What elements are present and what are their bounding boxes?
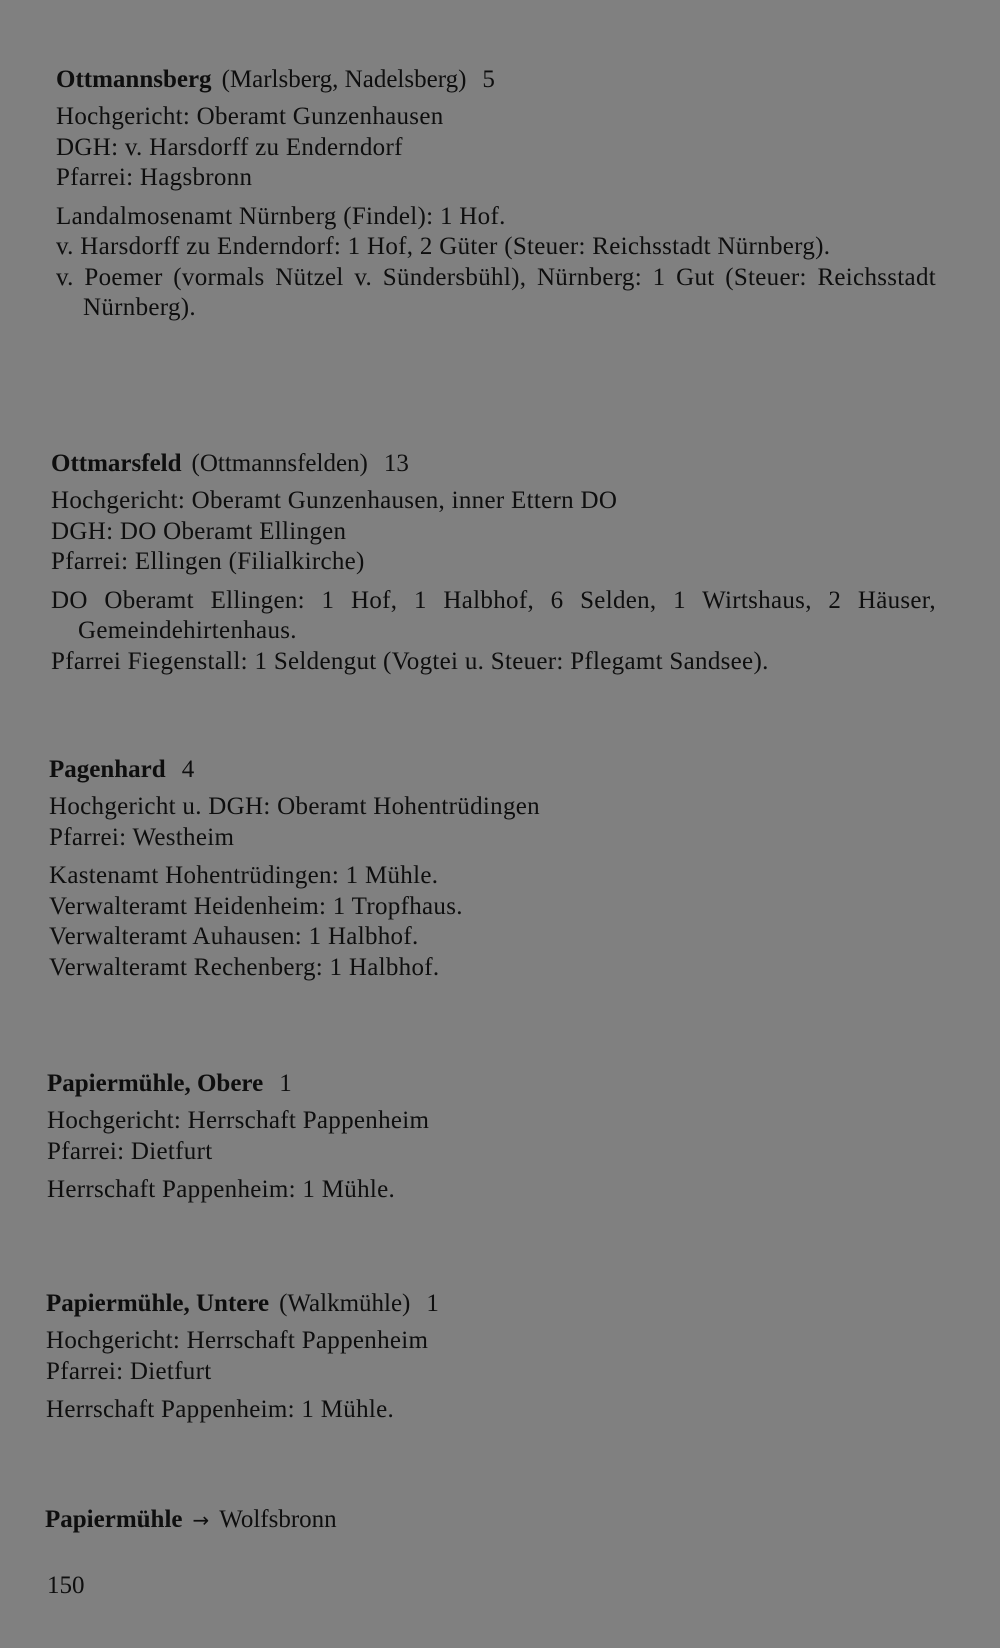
holding-item: v. Poemer (vormals Nützel v. Sündersbühl), Nürnberg: 1 Gut (Steuer: Reichsstadt Nürnberg).: [56, 263, 936, 321]
holding-item: v. Harsdorff zu Enderndorf: 1 Hof, 2 Güter (Steuer: Reichsstadt Nürnberg).: [56, 233, 831, 260]
entry-heading: [49, 752, 540, 788]
page-number: 150: [47, 1572, 85, 1599]
entry-name: Papiermühle, Untere: [46, 1290, 270, 1317]
entry-papiermuehle-obere: [47, 1066, 429, 1206]
entry-alternate-names: (Marlsberg, Nadelsberg): [221, 66, 467, 93]
entry-holdings: [51, 586, 936, 678]
holding-item: Pfarrei Fiegenstall: 1 Seldengut (Vogtei u. Steuer: Pflegamt Sandsee).: [51, 647, 769, 675]
entry-count: 13: [383, 450, 409, 477]
holding-item: Verwalteramt Heidenheim: 1 Tropfhaus.: [49, 892, 463, 920]
entry-heading: [47, 1066, 429, 1102]
entry-name: Ottmarsfeld: [51, 450, 182, 477]
entry-heading: [56, 62, 936, 98]
meta-line: Hochgericht: Oberamt Gunzenhausen, inner Ettern DO: [51, 487, 618, 514]
holding-item: Verwalteramt Rechenberg: 1 Halbhof.: [49, 953, 440, 981]
entry-count: 1: [426, 1290, 439, 1317]
entry-meta: [49, 792, 540, 853]
entry-ottmarsfeld: [51, 446, 936, 677]
entry-name: Papiermühle, Obere: [47, 1070, 264, 1097]
cross-reference-target: Wolfsbronn: [219, 1506, 337, 1533]
entry-name: Papiermühle: [45, 1506, 183, 1533]
entry-alternate-names: (Walkmühle): [279, 1290, 411, 1317]
meta-line: Hochgericht: Oberamt Gunzenhausen: [56, 103, 444, 130]
entry-heading: [51, 446, 936, 482]
entry-papiermuehle-untere: [46, 1286, 439, 1426]
meta-line: DGH: DO Oberamt Ellingen: [51, 517, 347, 545]
entry-name: Pagenhard: [49, 756, 166, 783]
entry-alternate-names: (Ottmannsfelden): [191, 450, 368, 477]
entry-count: 5: [482, 66, 495, 93]
meta-line: Pfarrei: Hagsbronn: [56, 164, 253, 191]
entry-meta: [47, 1106, 429, 1167]
holding-item: Verwalteramt Auhausen: 1 Halbhof.: [49, 923, 419, 950]
entry-ottmannsberg: [56, 62, 936, 324]
meta-line: Hochgericht: Herrschaft Pappenheim: [47, 1107, 430, 1134]
meta-line: Hochgericht: Herrschaft Pappenheim: [46, 1327, 429, 1354]
holding-item: Kastenamt Hohentrüdingen: 1 Mühle.: [49, 862, 439, 889]
entry-holdings: [56, 202, 936, 324]
meta-line: Pfarrei: Dietfurt: [47, 1137, 213, 1165]
entry-meta: [51, 486, 936, 578]
entry-holdings: [46, 1395, 439, 1426]
entry-heading: [45, 1502, 337, 1538]
right-arrow-icon: →: [192, 1508, 210, 1532]
entry-papiermuehle-crossref: [45, 1502, 337, 1542]
entry-heading: [46, 1286, 439, 1322]
holding-item: Herrschaft Pappenheim: 1 Mühle.: [47, 1176, 396, 1203]
meta-line: Hochgericht u. DGH: Oberamt Hohentrüdingen: [49, 793, 540, 820]
entry-holdings: [47, 1175, 429, 1206]
entry-meta: [46, 1326, 439, 1387]
holding-item: Herrschaft Pappenheim: 1 Mühle.: [46, 1396, 395, 1423]
entry-pagenhard: [49, 752, 540, 983]
entry-count: 4: [181, 756, 195, 783]
holding-item: DO Oberamt Ellingen: 1 Hof, 1 Halbhof, 6 Selden, 1 Wirtshaus, 2 Häuser, Gemeindehirtenhaus.: [51, 586, 936, 644]
entry-meta: [56, 102, 936, 194]
meta-line: DGH: v. Harsdorff zu Enderndorf: [56, 133, 403, 161]
entry-name: Ottmannsberg: [56, 66, 212, 93]
meta-line: Pfarrei: Westheim: [49, 823, 235, 851]
entry-count: 1: [279, 1070, 292, 1097]
meta-line: Pfarrei: Dietfurt: [46, 1357, 212, 1385]
meta-line: Pfarrei: Ellingen (Filialkirche): [51, 548, 365, 575]
holding-item: Landalmosenamt Nürnberg (Findel): 1 Hof.: [56, 202, 506, 230]
entry-holdings: [49, 861, 540, 983]
